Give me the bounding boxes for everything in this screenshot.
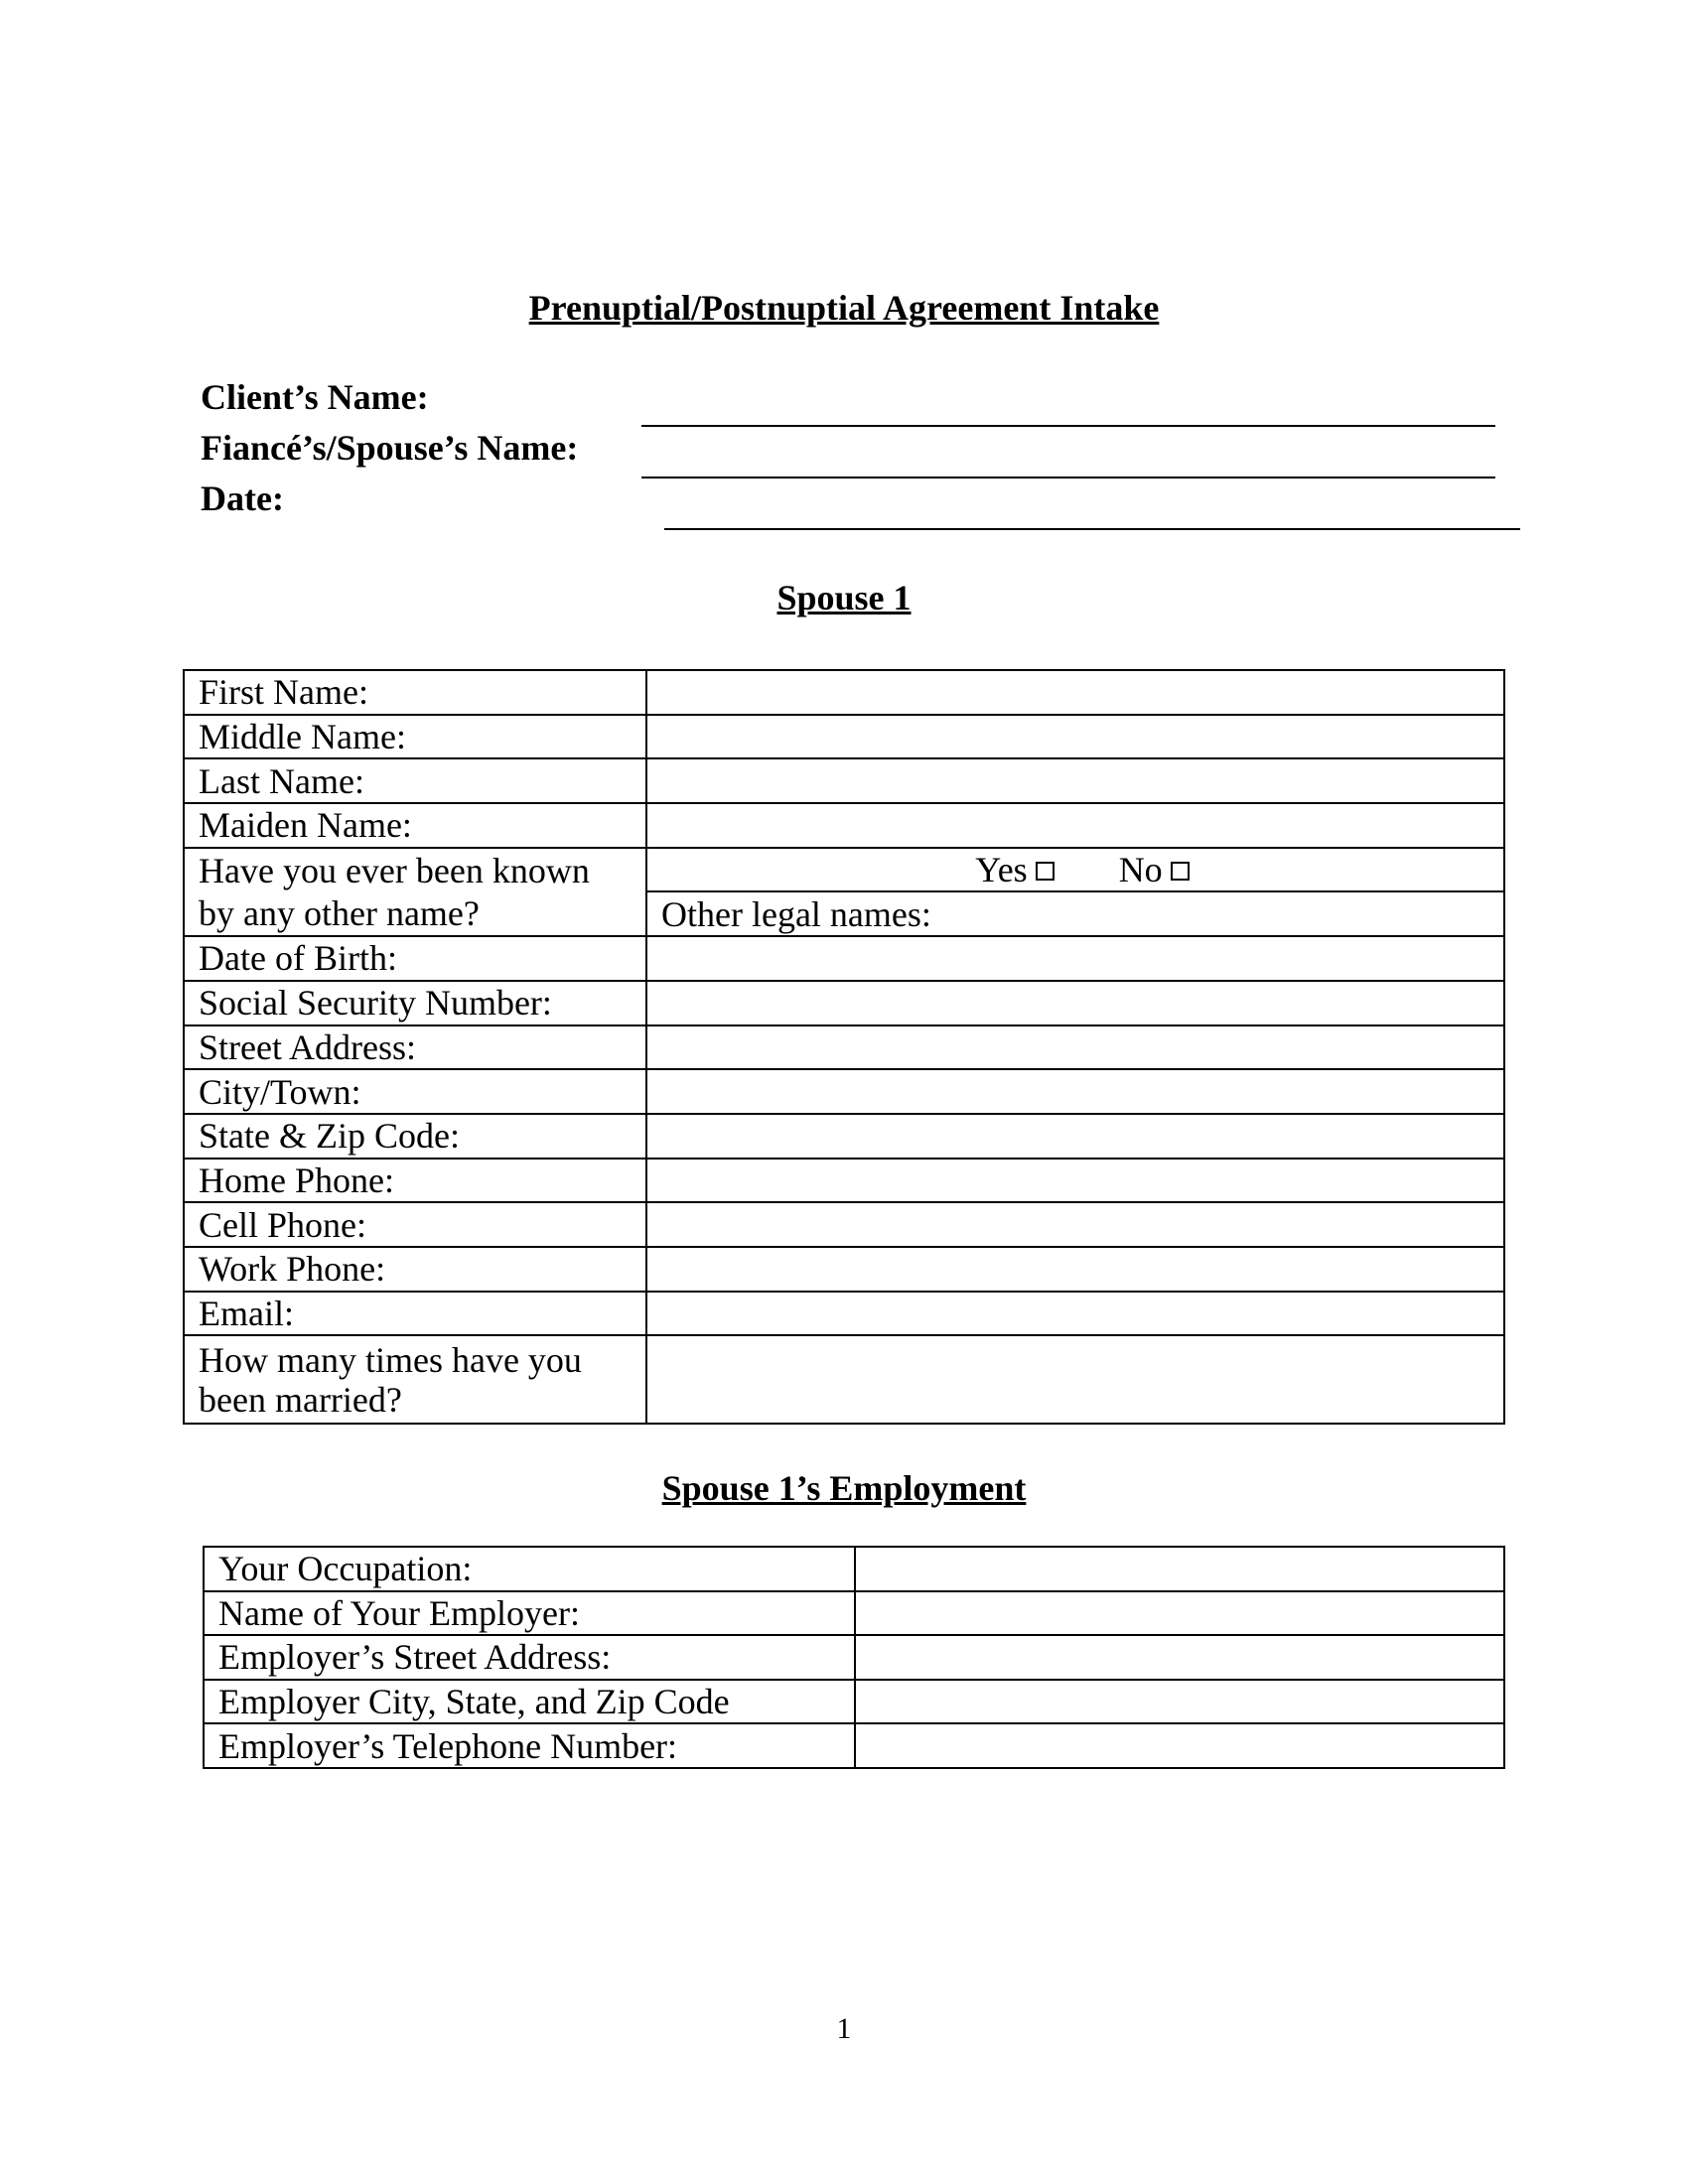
times-married-label-line1: How many times have you — [199, 1339, 582, 1380]
table-row — [184, 803, 1504, 848]
email-field[interactable] — [646, 1292, 1504, 1336]
state-zip-label: State & Zip Code: — [184, 1114, 646, 1159]
no-option[interactable] — [1119, 850, 1190, 889]
maiden-name-field[interactable] — [646, 803, 1504, 848]
table-row — [184, 848, 1504, 892]
table-row — [184, 1292, 1504, 1336]
table-row — [204, 1547, 1504, 1591]
home-phone-label: Home Phone: — [184, 1159, 646, 1203]
middle-name-label: Middle Name: — [184, 715, 646, 759]
no-checkbox[interactable] — [1171, 862, 1190, 881]
other-name-yes-no — [646, 848, 1504, 892]
times-married-label-line2: been married? — [199, 1379, 402, 1420]
spouse-name-field[interactable] — [641, 477, 1495, 478]
employer-street-label: Employer’s Street Address: — [204, 1635, 855, 1680]
times-married-label — [184, 1335, 646, 1424]
table-row — [184, 715, 1504, 759]
employment-table — [203, 1546, 1505, 1769]
employer-phone-field[interactable] — [855, 1723, 1504, 1768]
first-name-field[interactable] — [646, 670, 1504, 715]
spouse-name-label: Fiancé’s/Spouse’s Name: — [201, 428, 579, 468]
employment-heading: Spouse 1’s Employment — [661, 1468, 1027, 1508]
employer-name-label: Name of Your Employer: — [204, 1591, 855, 1636]
table-row — [184, 981, 1504, 1025]
table-row — [184, 1159, 1504, 1203]
street-address-label: Street Address: — [184, 1025, 646, 1070]
cell-phone-label: Cell Phone: — [184, 1202, 646, 1247]
document-title: Prenuptial/Postnuptial Agreement Intake — [528, 288, 1160, 328]
date-label: Date: — [201, 478, 284, 518]
employer-city-state-zip-field[interactable] — [855, 1680, 1504, 1724]
table-row — [184, 1114, 1504, 1159]
table-row — [184, 936, 1504, 981]
spouse1-table — [183, 669, 1505, 1425]
table-row — [184, 1069, 1504, 1114]
table-row — [184, 1247, 1504, 1292]
client-name-field[interactable] — [641, 425, 1495, 427]
yes-label: Yes — [975, 850, 1028, 890]
employer-name-field[interactable] — [855, 1591, 1504, 1636]
dob-label: Date of Birth: — [184, 936, 646, 981]
other-legal-names-field[interactable] — [646, 891, 1504, 936]
street-address-field[interactable] — [646, 1025, 1504, 1070]
page-number: 1 — [836, 2012, 852, 2045]
yes-checkbox[interactable] — [1036, 862, 1055, 881]
other-legal-names-label: Other legal names: — [661, 893, 931, 934]
other-name-question-line1: Have you ever been known — [184, 848, 646, 892]
yes-option[interactable] — [975, 850, 1054, 889]
employer-phone-label: Employer’s Telephone Number: — [204, 1723, 855, 1768]
date-field[interactable] — [664, 528, 1520, 530]
table-row — [184, 1202, 1504, 1247]
first-name-label: First Name: — [184, 670, 646, 715]
city-label: City/Town: — [184, 1069, 646, 1114]
last-name-field[interactable] — [646, 758, 1504, 803]
table-row — [184, 670, 1504, 715]
city-field[interactable] — [646, 1069, 1504, 1114]
ssn-label: Social Security Number: — [184, 981, 646, 1025]
last-name-label: Last Name: — [184, 758, 646, 803]
spouse1-heading: Spouse 1 — [776, 578, 912, 617]
other-name-question-line2: by any other name? — [184, 891, 646, 936]
table-row — [204, 1723, 1504, 1768]
table-row — [184, 1025, 1504, 1070]
ssn-field[interactable] — [646, 981, 1504, 1025]
employer-city-state-zip-label: Employer City, State, and Zip Code — [204, 1680, 855, 1724]
state-zip-field[interactable] — [646, 1114, 1504, 1159]
table-row — [204, 1591, 1504, 1636]
times-married-field[interactable] — [646, 1335, 1504, 1424]
table-row — [204, 1680, 1504, 1724]
dob-field[interactable] — [646, 936, 1504, 981]
client-name-label: Client’s Name: — [201, 377, 429, 417]
table-row — [184, 1335, 1504, 1424]
no-label: No — [1118, 850, 1163, 890]
home-phone-field[interactable] — [646, 1159, 1504, 1203]
work-phone-field[interactable] — [646, 1247, 1504, 1292]
email-label: Email: — [184, 1292, 646, 1336]
table-row — [204, 1635, 1504, 1680]
middle-name-field[interactable] — [646, 715, 1504, 759]
cell-phone-field[interactable] — [646, 1202, 1504, 1247]
table-row — [184, 758, 1504, 803]
maiden-name-label: Maiden Name: — [184, 803, 646, 848]
employer-street-field[interactable] — [855, 1635, 1504, 1680]
occupation-field[interactable] — [855, 1547, 1504, 1591]
table-row — [184, 891, 1504, 936]
occupation-label: Your Occupation: — [204, 1547, 855, 1591]
work-phone-label: Work Phone: — [184, 1247, 646, 1292]
